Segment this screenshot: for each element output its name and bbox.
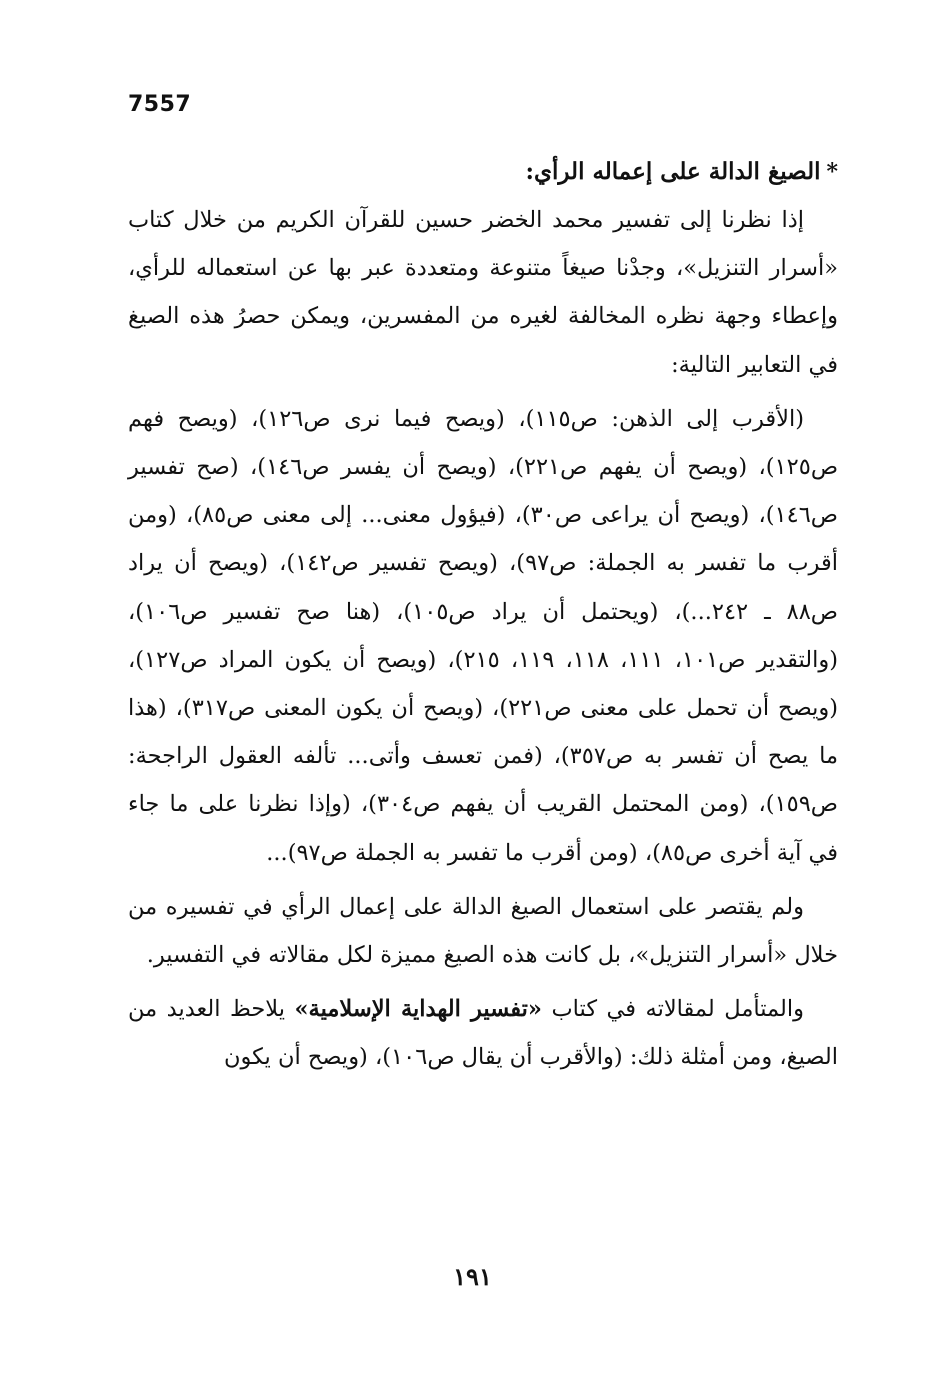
section-heading [128,150,838,194]
section-heading-text: الصيغ الدالة على إعماله الرأي: [525,158,821,185]
bullet-star-icon: * [826,159,838,185]
paragraph-text-end: يلاحظ العديد من الصيغ، ومن أمثلة ذلك: (والأقرب أن يقال ص١٠٦)، (ويصح أن يكون [128,996,838,1071]
paragraph-islamic-guidance [128,985,838,1081]
paragraph-articles: ولم يقتصر على استعمال الصيغ الدالة على إعمال الرأي في تفسيره من خلال «أسرار التنزيل»، بل كانت هذه الصيغ مميزة لكل مقالاته في التفسير. [128,893,838,969]
book-title: «تفسير الهداية الإسلامية» [294,996,542,1023]
paragraph-intro: إذا نظرنا إلى تفسير محمد الخضر حسين للقرآن الكريم من خلال كتاب «أسرار التنزيل»، وجدْنا صيغاً متنوعة ومتعددة عبر بها عن استعماله للرأي، وإعطاء وجهة نظره المخالفة لغيره من المفسرين، ويمكن حصرُ هذه الصيغ في التعابير التالية: [128,207,838,378]
reference-number: 7557 [128,92,192,117]
page-body [128,150,838,1088]
paragraph-expressions-list: (الأقرب إلى الذهن: ص١١٥)، (ويصح فيما نرى ص١٢٦)، (ويصح فهم ص١٢٥)، (ويصح أن يفهم ص٢٢١)، (ويصح أن يفسر ص١٤٦)، (صح تفسير ص١٤٦)، (ويصح أن يراعى ص٣٠)، (فيؤول معنى... إلى معنى ص٨٥)، (ومن أقرب ما تفسر به الجملة: ص٩٧)، (ويصح تفسير ص١٤٢)، (ويصح أن يراد ص٨٨ ـ ٢٤٢...)، (ويحتمل أن يراد ص١٠٥)، (هنا صح تفسير ص١٠٦)، (والتقدير ص١٠١، ١١١، ١١٨، ١١٩، ٢١٥)، (ويصح أن يكون المراد ص١٢٧)، (ويصح أن تحمل على معنى ص٢٢١)، (ويصح أن يكون المعنى ص٣١٧)، (هذا ما يصح أن تفسر به ص٣٥٧)، (فمن تعسف وأتى... تألفه العقول الراجحة: ص١٥٩)، (ومن المحتمل القريب أن يفهم ص٣٠٤)، (وإذا نظرنا على ما جاء في آية أخرى ص٨٥)، (ومن أقرب ما تفسر به الجملة ص٩٧)... [128,405,839,866]
paragraph-text-start: والمتأمل لمقالاته في كتاب [542,996,804,1023]
page-number: ١٩١ [453,1262,492,1291]
